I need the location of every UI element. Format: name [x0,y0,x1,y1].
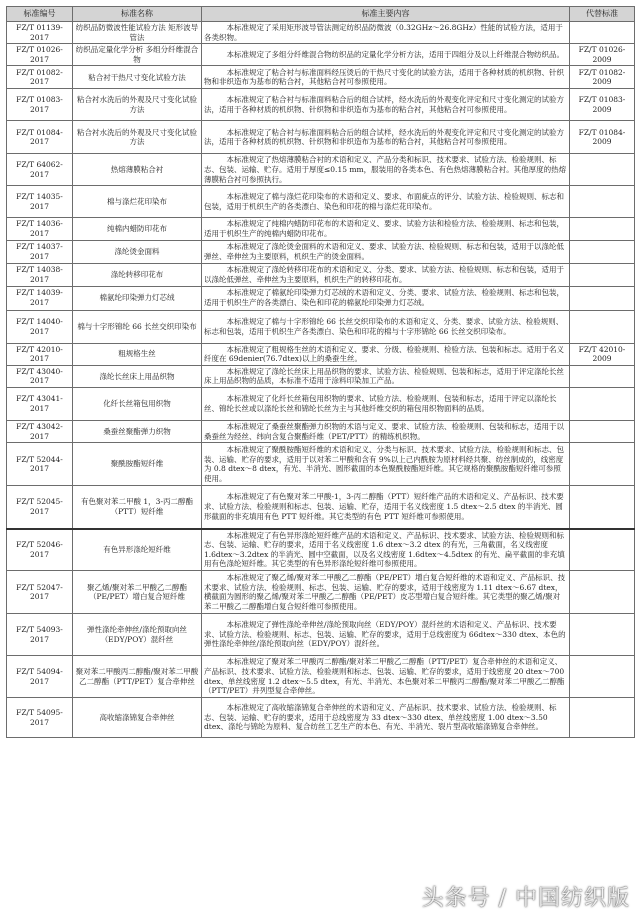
row-content: 本标准规定了聚酰胺酯短纤维的术语和定义、分类与标识、技术要求、试验方法、检验规则和标志、包装、运输、贮存的要求，适用于以对苯二甲酸和含有 9%以上己内酰胺为原材料经共聚、纺丝制成的，线密度为 0.8 dtex～8 dtex，有光、半消光、圆形截面的本色聚酰胺酯短纤维。其它规格的聚酰胺酯短纤维可参照使用。 [202,443,570,486]
row-name: 纺织品定量化学分析 多组分纤维混合物 [73,44,202,66]
row-content: 本标准规定了涤纶长丝床上用品织物的要求、试验方法、检验规则、包装和标志，适用于评定涤纶长丝床上用品织物的品质，本标准不适用于涂料印染加工产品。 [202,365,570,387]
row-content: 本标准规定了纯棉内蜡防印花布的术语和定义、要求、试验方法和检验方法、检验规则、标志和包装，适用于机织生产的纯棉内蜡防印花布。 [202,218,570,240]
row-replace [570,218,635,240]
row-content: 本标准规定了粘合衬与标准面料粘合后的组合试样，经水洗后的外观变化评定和尺寸变化测定的试验方法，适用于各种材质的机织物、针织物和非织造布为基布的粘合衬，其他粘合衬可参照使用。 [202,89,570,121]
row-content: 本标准规定了弹性涤纶牵伸丝/涤纶预取向丝（EDY/POY）混纤丝的术语和定义、产品标识、技术要求、试验方法、检验规则、标志、包装、运输、贮存的要求，适用于总线密度为 66dtex～330 dtex、本色的弹性涤纶牵伸丝/涤纶预取向丝（EDY/POY）混纤丝。 [202,614,570,656]
row-content: 本标准规定了聚乙烯/聚对苯二甲酸乙二醇酯（PE/PET）增白复合短纤维的术语和定义、产品标识、技术要求、试验方法、检验规则、标志、包装、运输、贮存的要求，适用于线密度为 1.11 dtex～6.67 dtex，横截面为圆形的聚乙烯/聚对苯二甲酸乙二醇酯（PE/PET）皮芯型增白复合短纤维。其它类型的聚乙烯/聚对苯二甲酸乙二醇酯增白复合短纤维可参照使用。 [202,571,570,614]
row-content: 本标准规定了桑蚕丝聚酯弹力织物的术语与定义、要求、试验方法、检验规则、包装和标志，适用于以桑蚕丝为经丝、纬向含复合聚酯纤维（PET/PTT）的精练机织物。 [202,420,570,442]
row-code: FZ/T 43041-2017 [7,387,73,420]
row-name: 棉氨纶印染弹力灯芯绒 [73,286,202,310]
row-replace: FZ/T 01084-2009 [570,121,635,154]
row-code: FZ/T 52044-2017 [7,443,73,486]
row-replace: FZ/T 01026-2009 [570,44,635,66]
row-name: 粘合衬水洗后的外观及尺寸变化试验方法 [73,89,202,121]
row-replace [570,387,635,420]
table-row [7,44,635,66]
row-replace [570,286,635,310]
table-row [7,154,635,186]
header-content: 标准主要内容 [202,7,570,22]
row-content: 本标准规定了棉氨纶印染弹力灯芯绒的术语和定义、分类、要求、试验方法、检验规则、标志和包装，适用于机织生产的各类漂白、染色和印花的棉氨纶印染弹力灯芯绒。 [202,286,570,310]
header-replace: 代替标准 [570,7,635,22]
row-code: FZ/T 42010-2017 [7,343,73,365]
row-name: 棉与涤烂花印染布 [73,186,202,218]
watermark-text: 头条号 / 中国纺织版 [421,886,630,911]
row-name: 纺织品防微波性能试验方法 矩形波导管法 [73,22,202,44]
row-content: 本标准规定了热熔薄膜粘合衬的术语和定义、产品分类和标识、技术要求、试验方法、检验规则、标志、包装、运输、贮存。适用于厚度≤0.15 mm，服装用的各类本色、有色热熔薄膜粘合衬。其他厚度的热熔薄膜粘合衬可参照执行。 [202,154,570,186]
table-header-row [7,7,635,22]
row-name: 热熔薄膜粘合衬 [73,154,202,186]
table-row [7,486,635,529]
row-content: 本标准规定了棉与涤烂花印染布的术语和定义、要求、布面疵点的评分、试验方法、检验规则、标志和包装，适用于机织生产的各类漂白、染色和印花的棉与涤烂花印染布。 [202,186,570,218]
header-name: 标准名称 [73,7,202,22]
row-replace [570,154,635,186]
row-name: 有色聚对苯二甲酸 1，3-丙二醇酯（PTT）短纤维 [73,486,202,529]
table-row [7,66,635,89]
table-row [7,420,635,442]
row-code: FZ/T 01082-2017 [7,66,73,89]
table-row [7,614,635,656]
row-replace [570,656,635,698]
table-row [7,218,635,240]
row-code: FZ/T 14036-2017 [7,218,73,240]
row-code: FZ/T 54095-2017 [7,698,73,738]
row-name: 粗规格生丝 [73,343,202,365]
table-row [7,22,635,44]
row-name: 高收缩涤锦复合牵伸丝 [73,698,202,738]
row-code: FZ/T 52045-2017 [7,486,73,529]
row-content: 本标准规定了粘合衬与标准面料粘合后的组合试样，经水洗后的外观变化评定和尺寸变化测定的试验方法，适用于各种材质的机织物、针织物和非织造布为基布的粘合衬，其他粘合衬可参照使用。 [202,121,570,154]
row-code: FZ/T 01139-2017 [7,22,73,44]
row-content: 本标准规定了粗规格生丝的术语和定义、要求、分级、检验规则、检验方法、包装和标志。适用于名义纤度在 69denier(76.7dtex)以上的桑蚕生丝。 [202,343,570,365]
row-name: 有色异形涤纶短纤维 [73,529,202,571]
table-row [7,656,635,698]
row-code: FZ/T 14038-2017 [7,263,73,286]
row-code: FZ/T 14040-2017 [7,310,73,343]
table-row [7,240,635,263]
row-code: FZ/T 01083-2017 [7,89,73,121]
row-code: FZ/T 43040-2017 [7,365,73,387]
row-name: 棉与十字形锦纶 66 长丝交织印染布 [73,310,202,343]
table-row [7,89,635,121]
table-row [7,571,635,614]
row-name: 粘合衬干热尺寸变化试验方法 [73,66,202,89]
row-content: 本标准规定了高收缩涤锦复合牵伸丝的术语和定义、产品标识、技术要求、试验方法、检验规则、标志、包装、运输、贮存的要求，适用于总线密度为 33 dtex～330 dtex、单丝线密度 1.00 dtex～3.50 dtex、涤纶与锦纶为原料、复合纺丝工艺生产的本色、有光、半消光、裂片型高收缩涤锦复合牵伸丝。 [202,698,570,738]
standards-table [6,6,635,738]
row-content: 本标准规定了有色聚对苯二甲酸-1，3-丙二醇酯（PTT）短纤维产品的术语和定义、产品标识、技术要求、试验方法、检验规则和标志、包装、运输、贮存，适用于名义线密度 1.5 dtex～2.5 dtex 的半消光、圆形截面的非充填用有色 PTT 短纤维。其它类型的有色 PTT 短纤维可参照使用。 [202,486,570,529]
standards-document [6,6,634,738]
table-row [7,343,635,365]
row-name: 桑蚕丝聚酯弹力织物 [73,420,202,442]
row-content: 本标准规定了棉与十字形锦纶 66 长丝交织印染布的术语和定义、分类、要求、试验方法、检验规则、标志和包装，适用于机织生产各类漂白、染色和印花的棉与十字形锦纶 66 长丝交织印染布。 [202,310,570,343]
table-row [7,443,635,486]
row-content: 本标准规定了聚对苯二甲酸丙二醇酯/聚对苯二甲酸乙二醇酯（PTT/PET）复合牵伸丝的术语和定义、产品标识、技术要求、试验方法、检验规则和标志、包装、运输、贮存的要求，适用于线密度 20 dtex～700 dtex、单丝线密度 1.2 dtex～5.5 dtex，有光、半消光、本色聚对苯二甲酸丙二醇酯/聚对苯二甲酸乙二醇酯（PTT/PET）并列型复合牵伸丝。 [202,656,570,698]
row-name: 涤纶烫金面料 [73,240,202,263]
row-name: 纯棉内蜡防印花布 [73,218,202,240]
row-replace [570,529,635,571]
row-name: 化纤长丝箱包用织物 [73,387,202,420]
row-replace: FZ/T 01083-2009 [570,89,635,121]
table-row [7,529,635,571]
row-code: FZ/T 64062-2017 [7,154,73,186]
row-replace [570,486,635,529]
table-row [7,310,635,343]
row-code: FZ/T 01026-2017 [7,44,73,66]
row-code: FZ/T 54093-2017 [7,614,73,656]
row-replace [570,614,635,656]
row-code: FZ/T 14039-2017 [7,286,73,310]
row-code: FZ/T 52046-2017 [7,529,73,571]
row-content: 本标准规定了有色异形涤纶短纤维产品的术语和定义、产品标识、技术要求、试验方法、检验规则和标志、包装、运输、贮存的要求，适用于名义线密度 1.6 dtex～3.2 dtex 的有光，三角截面，名义线密度 1.6dtex～3.2dtex 的半消光、圆中空截面，以及名义线密度 1.6dtex～4.5dtex 的有光、扁平截面的非充填用有色涤纶短纤维。其它类型的有色异形涤纶短纤维可参照使用。 [202,529,570,571]
row-name: 涤纶转移印花布 [73,263,202,286]
header-code: 标准编号 [7,7,73,22]
row-code: FZ/T 52047-2017 [7,571,73,614]
row-content: 本标准规定了化纤长丝箱包用织物的要求、试验方法、检验规则、包装和标志，适用于评定以涤纶长丝、锦纶长丝或以涤纶长丝和锦纶长丝为主与其他纤维交织的箱包用织物面料的品质。 [202,387,570,420]
row-replace [570,365,635,387]
row-content: 本标准规定了粘合衬与标准面料经压烫后的干热尺寸变化的试验方法，适用于各种材质的机织物、针织物和非织造布为基布的粘合衬，其他粘合衬可参照使用。 [202,66,570,89]
row-name: 粘合衬水洗后的外观及尺寸变化试验方法 [73,121,202,154]
row-name: 涤纶长丝床上用品织物 [73,365,202,387]
row-replace [570,22,635,44]
row-code: FZ/T 01084-2017 [7,121,73,154]
row-content: 本标准规定了涤纶烫金面料的术语和定义、要求、试验方法、检验规则、标志和包装，适用于以涤纶低弹丝、牵伸丝为主要原料，机织生产的烫金面料。 [202,240,570,263]
row-replace: FZ/T 01082-2009 [570,66,635,89]
row-code: FZ/T 14035-2017 [7,186,73,218]
row-replace [570,571,635,614]
row-replace [570,420,635,442]
row-name: 弹性涤纶牵伸丝/涤纶预取向丝（EDY/POY）混纤丝 [73,614,202,656]
row-replace [570,186,635,218]
row-name: 聚对苯二甲酸丙二醇酯/聚对苯二甲酸乙二醇酯（PTT/PET）复合牵伸丝 [73,656,202,698]
table-row [7,698,635,738]
row-code: FZ/T 14037-2017 [7,240,73,263]
table-row [7,186,635,218]
row-content: 本标准规定了多组分纤维混合物纺织品的定量化学分析方法，适用于四组分及以上纤维混合物纺织品。 [202,44,570,66]
row-code: FZ/T 43042-2017 [7,420,73,442]
row-code: FZ/T 54094-2017 [7,656,73,698]
row-content: 本标准规定了涤纶转移印花布的术语和定义、分类、要求、试验方法、检验规则、标志和包装，适用于以涤纶低弹丝、牵伸丝为主要原料，机织生产的转移印花布。 [202,263,570,286]
row-replace [570,310,635,343]
table-body [7,22,635,738]
row-name: 聚乙烯/聚对苯二甲酸乙二醇酯（PE/PET）增白复合短纤维 [73,571,202,614]
table-row [7,263,635,286]
table-row [7,387,635,420]
row-replace: FZ/T 42010-2009 [570,343,635,365]
row-replace [570,698,635,738]
table-row [7,365,635,387]
table-row [7,286,635,310]
row-replace [570,263,635,286]
row-content: 本标准规定了采用矩形波导管法测定纺织品防微波（0.32GHz～26.8GHz）性能的试验方法，适用于各类织物。 [202,22,570,44]
row-replace [570,240,635,263]
table-row [7,121,635,154]
row-name: 聚酰胺酯短纤维 [73,443,202,486]
row-replace [570,443,635,486]
